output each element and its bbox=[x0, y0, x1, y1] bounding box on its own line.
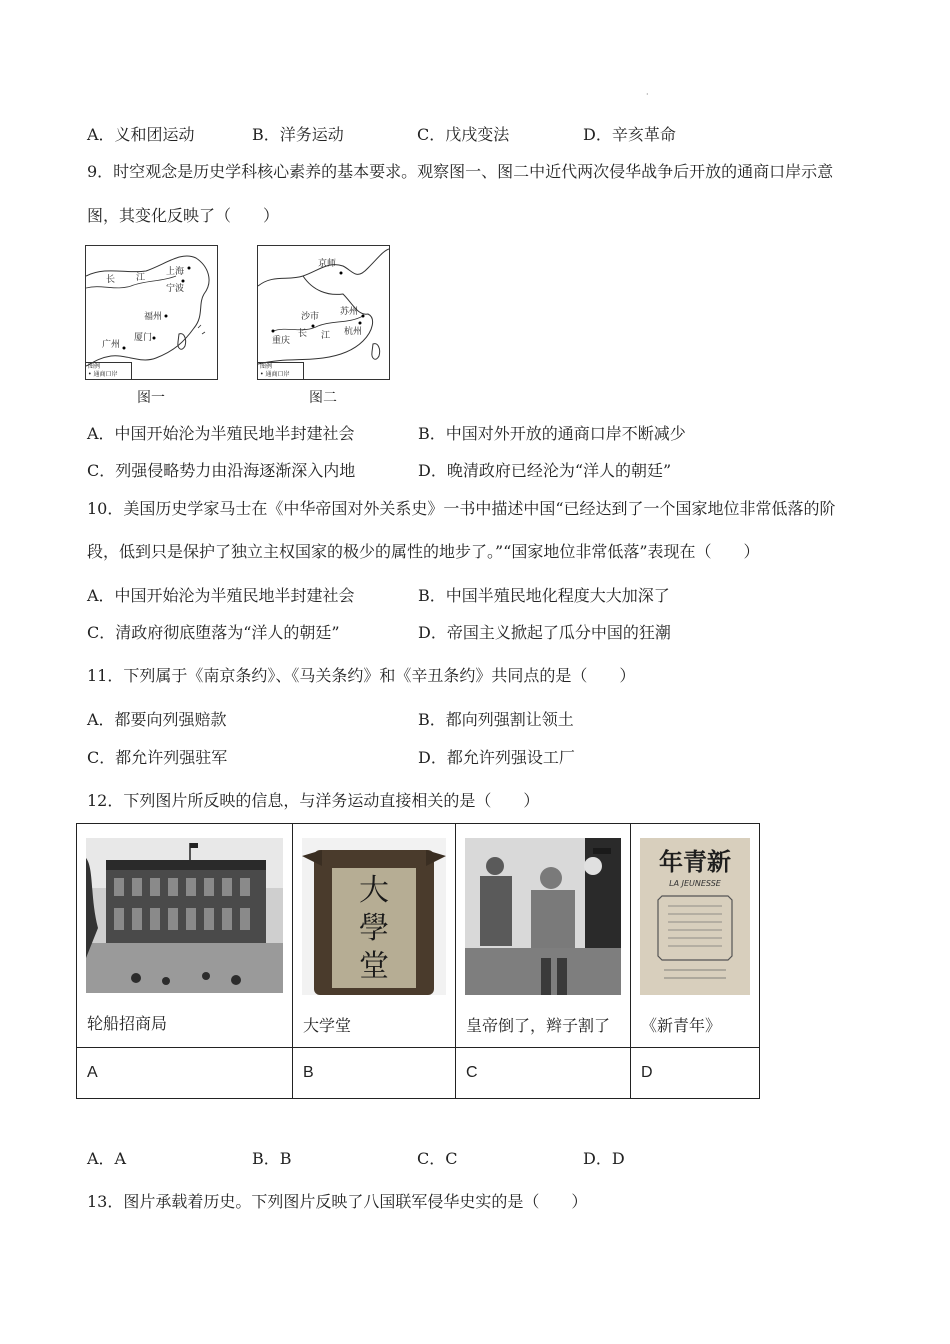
map-2-caption: 图二 bbox=[309, 390, 337, 406]
q12-picture-table bbox=[76, 823, 760, 1099]
q8-option-c[interactable]: C．戊戌变法 bbox=[417, 125, 510, 144]
map-1-label-ningbo: 宁波 bbox=[166, 284, 185, 294]
q12-label-a bbox=[77, 1048, 293, 1099]
q12-caption-b: 大学堂 bbox=[303, 1016, 352, 1035]
q9-stem-line2: 图，其变化反映了（ ） bbox=[87, 206, 280, 225]
q9-option-b[interactable]: B．中国对外开放的通商口岸不断减少 bbox=[418, 424, 686, 443]
q11-option-b[interactable]: B．都向列强割让领土 bbox=[418, 710, 574, 729]
q12-cell-a bbox=[77, 824, 293, 1048]
q12-cell-c bbox=[456, 824, 631, 1048]
q11-option-c[interactable]: C．都允许列强驻军 bbox=[87, 748, 228, 767]
q12-plaque-char-2: 學 bbox=[359, 911, 389, 946]
map-figure-2 bbox=[257, 245, 390, 380]
q12-caption-c: 皇帝倒了，辫子割了 bbox=[466, 1016, 611, 1035]
q10-option-d[interactable]: D．帝国主义掀起了瓜分中国的狂潮 bbox=[418, 623, 671, 642]
map-2-label-chang: 长 bbox=[298, 329, 308, 339]
map-2-label-jiang: 江 bbox=[321, 331, 331, 341]
q12-label-b bbox=[293, 1048, 456, 1099]
q10-option-a[interactable]: A．中国开始沦为半殖民地半封建社会 bbox=[87, 586, 355, 605]
map-2-legend-item: • 通商口岸 bbox=[260, 371, 290, 378]
q12-photo-new-youth-cover bbox=[640, 838, 750, 995]
q12-plaque-char-3: 堂 bbox=[359, 949, 389, 984]
q8-option-b[interactable]: B．洋务运动 bbox=[252, 125, 344, 144]
q12-label-d bbox=[631, 1048, 760, 1099]
q10-stem-line2: 段，低到只是保护了独立主权国家的极少的属性的地步了。”“国家地位非常低落”表现在（ ） bbox=[87, 542, 760, 561]
q12-picture-row bbox=[77, 824, 760, 1048]
q9-option-d[interactable]: D．晚清政府已经沦为“洋人的朝廷” bbox=[418, 461, 672, 480]
map-1-label-shanghai: 上海 bbox=[166, 267, 185, 277]
q12-plaque-char-1: 大 bbox=[359, 873, 389, 908]
map-figure-1 bbox=[85, 245, 218, 380]
map-1-legend-item: • 通商口岸 bbox=[88, 371, 118, 378]
q12-photo-queue-cutting bbox=[465, 838, 621, 995]
q11-stem: 11．下列属于《南京条约》、《马关条约》和《辛丑条约》共同点的是（ ） bbox=[87, 666, 636, 685]
map-1-label-jiang: 江 bbox=[136, 273, 146, 283]
map-1-label-xiamen: 厦门 bbox=[134, 333, 153, 343]
q10-stem-line1: 10．美国历史学家马士在《中华帝国对外关系史》一书中描述中国“已经达到了一个国家地位非常低落的阶 bbox=[87, 499, 836, 518]
q12-option-b[interactable]: B．B bbox=[252, 1149, 292, 1168]
map-1-label-guangzhou: 广州 bbox=[102, 340, 121, 350]
map-2-label-hangzhou: 杭州 bbox=[344, 327, 363, 337]
q13-stem: 13．图片承载着历史。下列图片反映了八国联军侵华史实的是（ ） bbox=[87, 1192, 588, 1211]
q12-cell-b bbox=[293, 824, 456, 1048]
q12-photo-university-plaque bbox=[302, 838, 446, 995]
map-1-legend-title: 图例 bbox=[88, 363, 101, 370]
q12-label-row bbox=[77, 1048, 760, 1099]
q12-option-a[interactable]: A．A bbox=[87, 1149, 127, 1168]
q12-magazine-title: 年青新 bbox=[659, 847, 731, 876]
map-2-label-chongqing: 重庆 bbox=[272, 336, 291, 346]
q12-magazine-subtitle: LA JEUNESSE bbox=[669, 879, 721, 888]
q12-option-d[interactable]: D．D bbox=[583, 1149, 625, 1168]
q12-stem: 12．下列图片所反映的信息，与洋务运动直接相关的是（ ） bbox=[87, 791, 540, 810]
map-1-label-chang: 长 bbox=[106, 275, 116, 285]
top-dot: · bbox=[646, 90, 649, 99]
map-2-label-suzhou: 苏州 bbox=[340, 307, 359, 317]
q12-label-c bbox=[456, 1048, 631, 1099]
map-2-legend-title: 图例 bbox=[260, 363, 273, 370]
map-2-label-jingshi: 京师 bbox=[318, 259, 337, 269]
q12-label-c-text: C bbox=[466, 1064, 478, 1081]
q8-option-a[interactable]: A．义和团运动 bbox=[87, 125, 195, 144]
q12-option-c[interactable]: C．C bbox=[417, 1149, 458, 1168]
q12-label-b-text: B bbox=[303, 1064, 314, 1081]
map-1-caption: 图一 bbox=[137, 390, 165, 406]
q12-label-d-text: D bbox=[641, 1064, 653, 1081]
q12-caption-d: 《新青年》 bbox=[641, 1016, 722, 1035]
map-2-legend bbox=[258, 362, 304, 379]
q12-caption-a: 轮船招商局 bbox=[87, 1014, 168, 1033]
q9-option-a[interactable]: A．中国开始沦为半殖民地半封建社会 bbox=[87, 424, 355, 443]
q10-option-b[interactable]: B．中国半殖民地化程度大大加深了 bbox=[418, 586, 670, 605]
q12-photo-steamship-bureau bbox=[86, 838, 283, 993]
q8-option-d[interactable]: D．辛亥革命 bbox=[583, 125, 676, 144]
q11-option-d[interactable]: D．都允许列强设工厂 bbox=[418, 748, 575, 767]
q12-label-a-text: A bbox=[87, 1064, 98, 1081]
q11-option-a[interactable]: A．都要向列强赔款 bbox=[87, 710, 227, 729]
q12-cell-d bbox=[631, 824, 760, 1048]
map-1-label-fuzhou: 福州 bbox=[144, 312, 163, 322]
q9-stem-line1: 9．时空观念是历史学科核心素养的基本要求。观察图一、图二中近代两次侵华战争后开放的通商口岸示意 bbox=[87, 162, 834, 181]
q10-option-c[interactable]: C．清政府彻底堕落为“洋人的朝廷” bbox=[87, 623, 340, 642]
map-2-label-shashi: 沙市 bbox=[301, 312, 320, 322]
q9-option-c[interactable]: C．列强侵略势力由沿海逐渐深入内地 bbox=[87, 461, 356, 480]
map-1-legend bbox=[86, 362, 132, 379]
